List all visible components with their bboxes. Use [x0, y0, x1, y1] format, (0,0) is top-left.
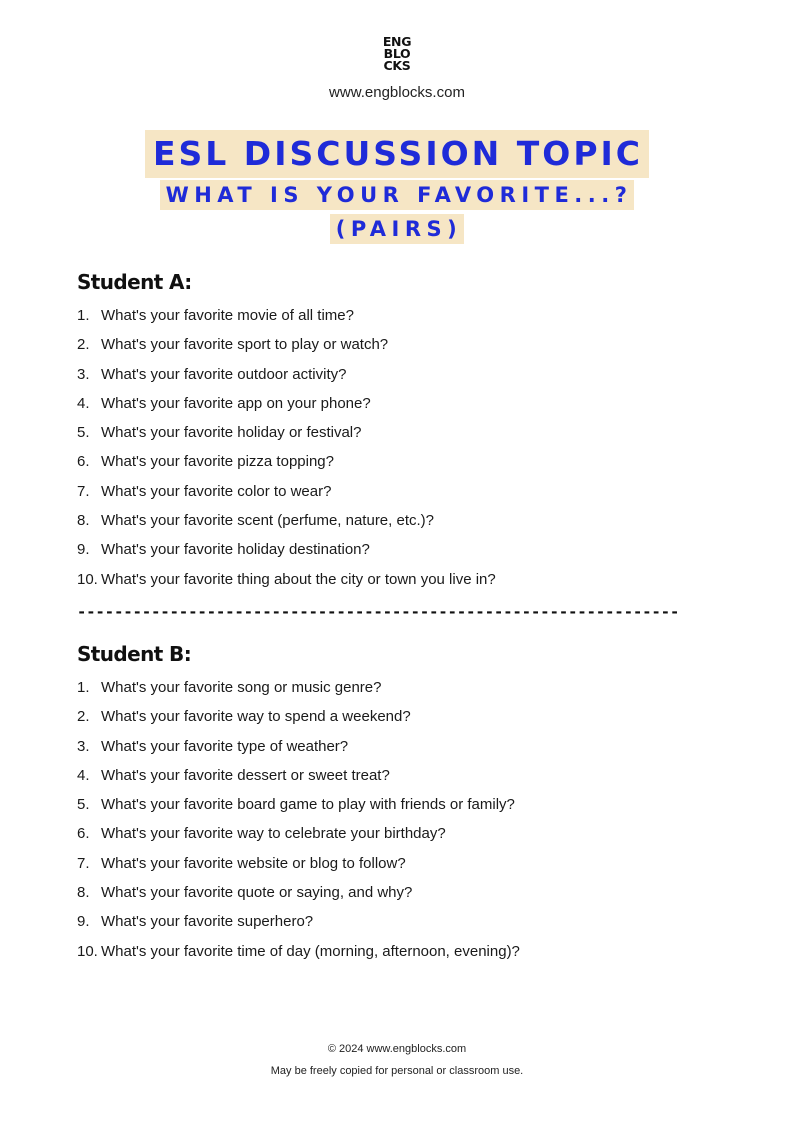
list-item — [77, 854, 520, 883]
list-item — [77, 766, 520, 795]
list-item — [77, 883, 520, 912]
question-text: What's your favorite board game to play with friends or family? — [101, 796, 515, 814]
page-title-text: ESL DISCUSSION TOPIC — [145, 130, 649, 178]
list-item — [77, 737, 520, 766]
question-text: What's your favorite quote or saying, and why? — [101, 884, 413, 902]
question-text: What's your favorite color to wear? — [101, 482, 332, 500]
list-item — [77, 570, 496, 599]
question-number: 1. — [77, 307, 90, 324]
logo-line: ENG — [382, 34, 412, 49]
question-text: What's your favorite way to spend a weekend? — [101, 708, 411, 726]
question-number: 8. — [77, 884, 90, 902]
student-b-heading: Student B: — [77, 642, 192, 666]
question-number: 3. — [77, 365, 90, 383]
question-text: What's your favorite app on your phone? — [101, 394, 371, 412]
question-number: 9. — [77, 541, 90, 559]
question-text: What's your favorite holiday destination? — [101, 541, 370, 559]
site-url: www.engblocks.com — [329, 84, 465, 101]
list-item — [77, 942, 520, 971]
page-subtitle-line1 — [0, 180, 794, 210]
question-number: 7. — [77, 482, 90, 500]
question-text: What's your favorite website or blog to follow? — [101, 854, 406, 872]
list-item — [77, 452, 496, 481]
engblocks-logo — [0, 36, 794, 72]
list-item — [77, 365, 496, 394]
list-item — [77, 540, 496, 569]
list-item — [77, 511, 496, 540]
student-a-heading: Student A: — [77, 270, 192, 294]
page-subtitle-line2 — [0, 214, 794, 244]
question-number: 6. — [77, 825, 90, 843]
question-number: 5. — [77, 796, 90, 814]
page-title — [0, 130, 794, 178]
list-item — [77, 912, 520, 941]
list-item — [77, 824, 520, 853]
list-item — [77, 335, 496, 364]
footer-copyright: © 2024 www.engblocks.com — [327, 1043, 467, 1055]
question-number: 10. — [77, 570, 98, 588]
list-item — [77, 707, 520, 736]
page-subtitle-pairs: (PAIRS) — [330, 214, 465, 244]
question-number: 4. — [77, 394, 90, 412]
question-number: 3. — [77, 737, 90, 755]
list-item — [77, 306, 496, 335]
question-number: 6. — [77, 453, 90, 471]
question-text: What's your favorite pizza topping? — [101, 453, 334, 471]
question-number: 9. — [77, 913, 90, 931]
list-item — [77, 482, 496, 511]
question-text: What's your favorite way to celebrate your birthday? — [101, 825, 446, 843]
list-item — [77, 394, 496, 423]
question-text: What's your favorite dessert or sweet treat? — [101, 766, 390, 784]
question-text: What's your favorite time of day (morning, afternoon, evening)? — [101, 942, 520, 960]
question-text: What's your favorite type of weather? — [101, 737, 349, 755]
question-text: What's your favorite superhero? — [101, 913, 314, 931]
page-subtitle-text: WHAT IS YOUR FAVORITE...? — [160, 180, 635, 210]
student-a-questions — [77, 306, 496, 599]
logo-line: CKS — [383, 58, 411, 73]
list-item — [77, 795, 520, 824]
question-number: 10. — [77, 942, 98, 960]
question-text: What's your favorite thing about the city or town you live in? — [101, 570, 496, 588]
list-item — [77, 678, 520, 707]
section-divider: ----------------------------------------------------------------- — [77, 603, 680, 621]
question-text: What's your favorite movie of all time? — [101, 307, 354, 324]
question-text: What's your favorite song or music genre? — [101, 679, 382, 696]
logo-line: BLO — [383, 46, 411, 61]
question-text: What's your favorite scent (perfume, nature, etc.)? — [101, 512, 435, 530]
footer-license: May be freely copied for personal or classroom use. — [270, 1065, 524, 1077]
question-number: 4. — [77, 766, 90, 784]
question-number: 5. — [77, 424, 90, 442]
question-number: 2. — [77, 708, 90, 726]
question-number: 2. — [77, 336, 90, 354]
question-text: What's your favorite outdoor activity? — [101, 365, 347, 383]
question-number: 1. — [77, 679, 90, 696]
question-number: 8. — [77, 512, 90, 530]
student-b-questions — [77, 678, 520, 971]
question-text: What's your favorite sport to play or watch? — [101, 336, 389, 354]
question-text: What's your favorite holiday or festival? — [101, 424, 362, 442]
question-number: 7. — [77, 854, 90, 872]
list-item — [77, 423, 496, 452]
